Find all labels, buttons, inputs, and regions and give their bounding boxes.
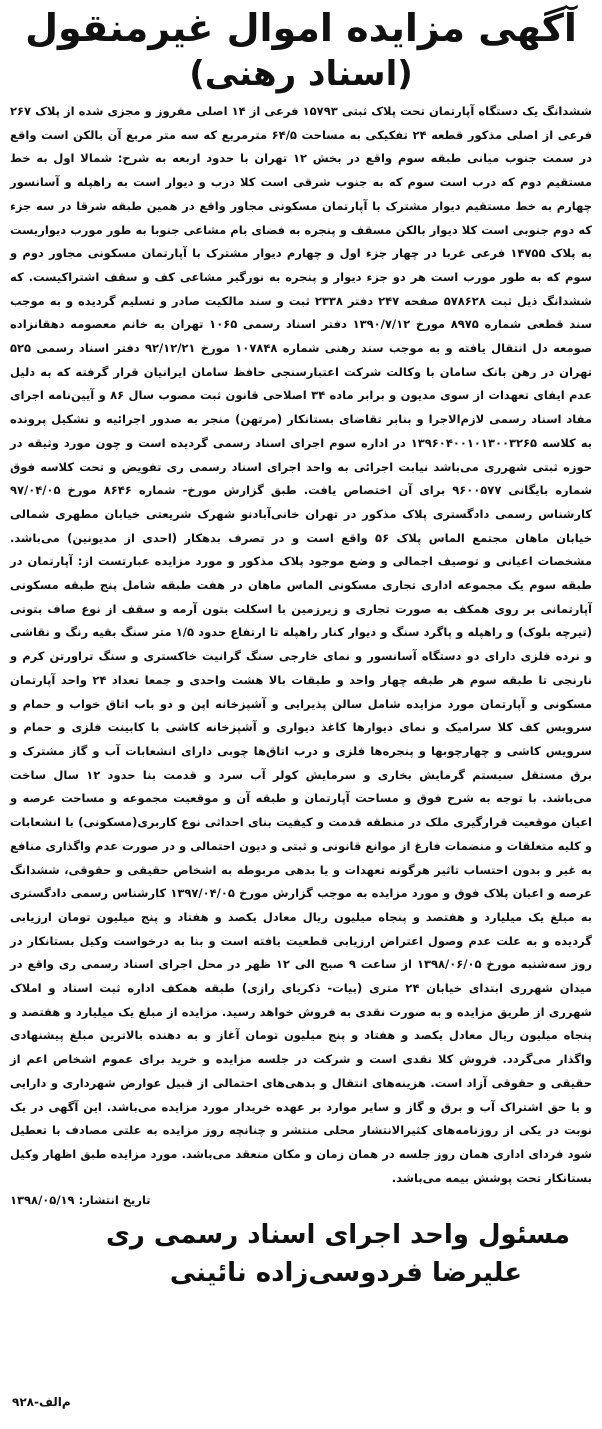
notice-body: ششدانگ یک دستگاه آپارتمان تحت پلاک ثبتی ۱۵۷۹۳ فرعی از ۱۴ اصلی مفروز و مجزی شده از پلاک ۲۶۷ فرعی از اصلی مذکور قطعه ۲۴ تفکیکی به مساحت ۶۴/۵ مترمربع که سه متر مربع آن بالکن است واقع در سمت جنوب میانی طبقه سوم واقع در بخش ۱۲ تهران با حدود اربعه به شرح: شمالا اول به خط مستقیم دوم که درب است سوم که به جنوب شرقی است کلا درب و دیوار است به راهپله و آسانسور چهارم به خط مستقیم دیوار مشترک با آپارتمان مسکونی مجاور واقع در همین طبقه شرقا در سه جزء که دوم جنوبی است کلا دیوار بالکن مسقف و پنجره به فضای بام مشاعی جنوبا به طور مورب دیواریست به پلاک ۱۴۷۵۵ فرعی غربا در چهار جزء اول و چهارم دیوار مشترک با آپارتمان مسکونی مجاور دوم و سوم که به طور مورب است هر دو جزء دیوار و پنجره به نورگیر مشاعی کف و سقف اشتراکیست. که ششدانگ ذیل ثبت ۵۷۸۶۲۸ صفحه ۲۴۷ دفتر ۲۳۳۸ ثبت و سند مالکیت صادر و تسلیم گردیده و به موجب سند قطعی شماره ۸۹۷۵ مورخ ۱۳۹۰/۷/۱۲ دفتر اسناد رسمی ۱۰۶۵ تهران به خانم معصومه دهقانزاده صومعه دل انتقال یافته و به موجب سند رهنی شماره ۱۰۷۸۴۸ مورخ ۹۲/۱۲/۲۱ دفتر اسناد رسمی ۵۲۵ تهران در رهن بانک سامان با وکالت شرکت اعتبارسنجی حافظ سامان ایرانیان قرار گرفته که به دلیل عدم ایفای تعهدات از سوی مدیون و برابر ماده ۳۴ اصلاحی قانون ثبت مصوب سال ۸۶ و آیین‌نامه اجرای مفاد اسناد رسمی لازم‌الاجرا و بنابر تقاضای بستانکار (مرتهن) منجر به صدور اجرائیه و تشکیل پرونده به کلاسه ۱۳۹۶۰۴۰۰۱۰۱۳۰۰۳۲۶۵ در اداره سوم اجرای اسناد رسمی گردیده است و چون مورد وثیقه در حوزه ثبتی شهرری می‌باشد نیابت اجرائی به واحد اجرای اسناد رسمی ری تفویض و تحت کلاسه فوق شماره بایگانی ۹۶۰۰۵۷۷ برای آن اختصاص یافت. طبق گزارش مورخ- شماره ۸۶۴۶ مورخ ۹۷/۰۴/۰۵ کارشناس رسمی دادگستری پلاک مذکور در تهران خانی‌آباد‌نو شهرک شریعتی خیابان مطهری شمالی خیابان ماهان مجتمع الماس پلاک ۵۶ واقع است و در تصرف بدهکار (احدی از مدیونین) می‌باشد. مشخصات اعیانی و توصیف اجمالی و وضع موجود پلاک مذکور و مورد مزایده عبارتست از: آپارتمان در طبقه سوم یک مجموعه اداری تجاری مسکونی الماس ماهان در هفت طبقه شامل پنج طبقه مسکونی آپارتمانی بر روی همکف به صورت تجاری و زیرزمین با اسکلت بتون آرمه و سقف از نوع صاف بتونی (تیرچه بلوک) و راهپله و پاگرد سنگ و دیوار کنار راهپله تا ارتفاع حدود ۱/۵ متر سنگ بقیه رنگ و نقاشی و نرده فلزی دارای دو دستگاه آسانسور و نمای خارجی سنگ گرانیت خاکستری و سنگ تراورتن کرم و نارنجی تا طبقه سوم هر طبقه چهار واحد و طبقات بالا هشت واحدی و جمعا تعداد ۲۴ واحد آپارتمان مسکونی و آپارتمان مورد مزایده شامل سالن پذیرایی و آشپزخانه اپن و دو باب اتاق خواب و حمام و سرویس کف کلا سرامیک و نمای دیوارها کاغذ دیواری و آشپزخانه کاشی با کابینت فلزی و حمام و سرویس کاشی و چهارچوبها و پنجره‌ها فلزی و درب اتاق‌ها چوبی دارای انشعابات آب و گاز مشترک و برق مستقل سیستم گرمایش بخاری و سرمایش کولر آب سرد و قدمت بنا حدود ۱۲ سال ساخت می‌باشد. با توجه به شرح فوق و مساحت آپارتمان و طبقه آن و موقعیت مجموعه و مساحت عرصه و اعیان موقعیت قرارگیری ملک در منطقه قدمت و کیفیت بنای احداثی نوع کاربری(مسکونی) با انشعابات و کلیه متعلقات و منضمات فارغ از موانع قانونی و ثبتی و دیون احتمالی و در صورت عدم واگذاری منافع به غیر و بدون احتساب تاثیر هرگونه تعهدات و یا بدهی مربوطه به اشخاص حقیقی و حقوقی، ششدانگ عرصه و اعیان پلاک فوق و مورد مزایده به موجب گزارش مورخ ۱۳۹۷/۰۴/۰۵ کارشناس رسمی دادگستری به مبلغ یک میلیارد و هفتصد و پنجاه میلیون ریال معادل یکصد و هفتاد و پنج میلیون تومان ارزیابی گردیده و به علت عدم وصول اعتراض ارزیابی قطعیت یافته است و بنا به درخواست وکیل بستانکار در روز سه‌شنبه مورخ ۱۳۹۸/۰۶/۰۵ از ساعت ۹ صبح الی ۱۲ ظهر در محل اجرای اسناد رسمی ری واقع در میدان شهرری ابتدای خیابان ۲۴ متری (بیات- ذکریای رازی) طبقه همکف اداره ثبت اسناد و املاک شهرری از طریق مزایده و به صورت نقدی به فروش خواهد رسید. مزایده از مبلغ یک میلیارد و هفتصد و پنجاه میلیون ریال معادل یکصد و هفتاد و پنج میلیون تومان آغاز و به دهنده بالاترین مبلغ پیشنهادی واگذار می‌گردد. فروش کلا نقدی است و شرکت در جلسه مزایده و خرید برای عموم اشخاص اعم از حقیقی و حقوقی آزاد است. هزینه‌های انتقال و بدهی‌های احتمالی از قبیل عوارض شهرداری و دارایی و یا حق اشتراک آب و برق و گاز و سایر موارد بر عهده خریدار مورد مزایده می‌باشد. این آگهی در یک نوبت در یکی از روزنامه‌های کثیرالانتشار محلی منتشر و چنانچه روز مزایده به علتی مصادف با تعطیل شود فردای اداری همان روز جلسه در همان زمان و مکان منعقد می‌باشد. مورد مزایده طبق اظهار وکیل بستانکار تحت پوشش بیمه می‌باشد.	[10, 104, 593, 1185]
reference-code: م‌الف-۹۲۸	[12, 1395, 71, 1409]
notice-subtitle: (اسناد رهنی)	[189, 54, 413, 94]
signature-office: مسئول واحد اجرای اسناد رسمی ری	[106, 1220, 570, 1251]
notice-title: آگهی مزایده اموال غیرمنقول	[25, 6, 577, 50]
publish-date: تاریخ انتشار: ۱۳۹۸/۰۵/۱۹	[10, 1193, 151, 1208]
publish-date-line	[10, 1190, 592, 1210]
signature-name: علیرضا فردوسی‌زاده نائینی	[169, 1258, 522, 1289]
